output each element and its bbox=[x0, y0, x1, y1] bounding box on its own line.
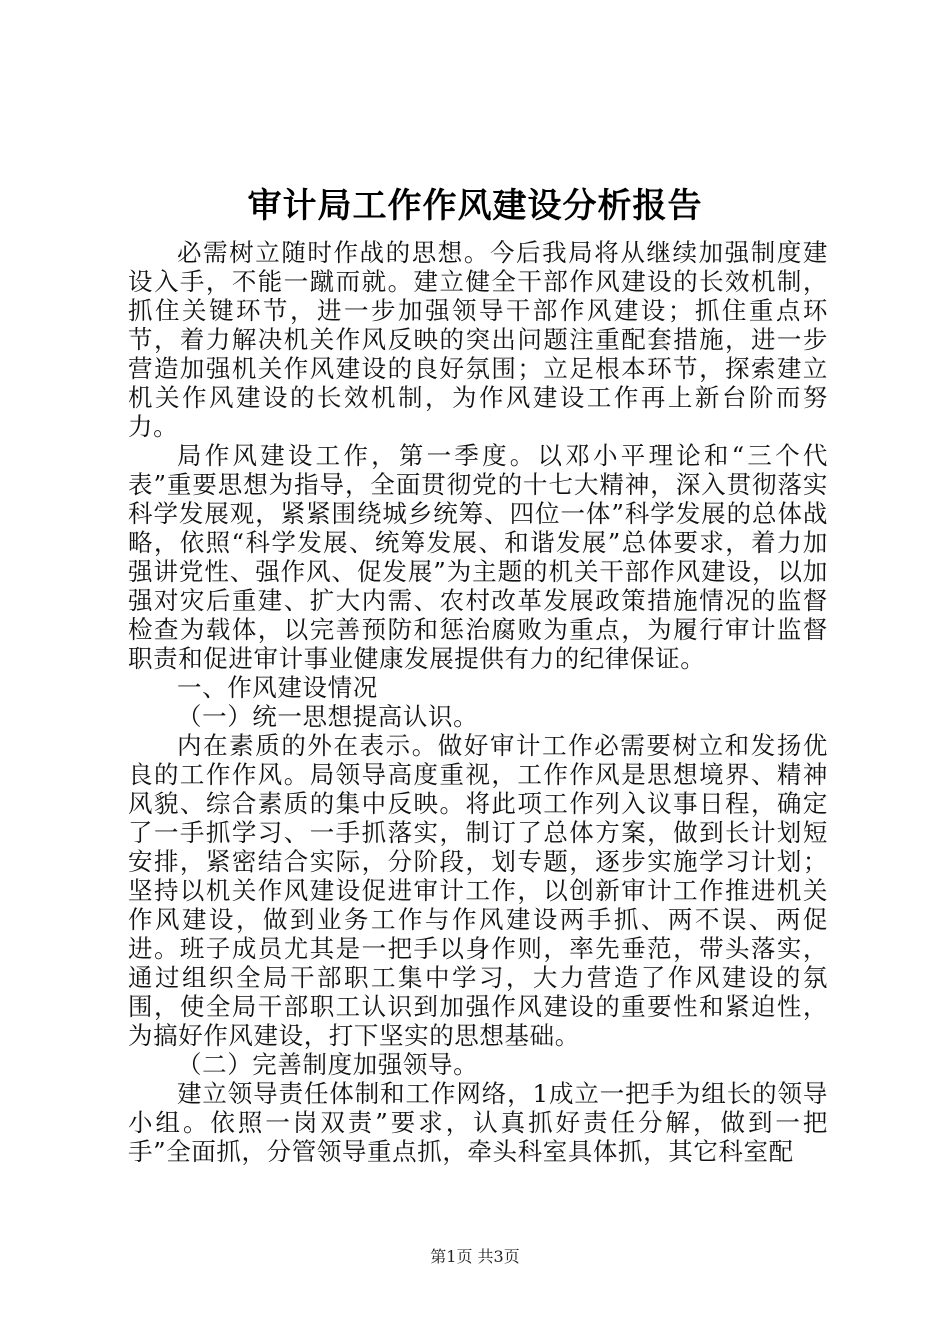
paragraph: 必需树立随时作战的思想。今后我局将从继续加强制度建设入手，不能一蹴而就。建立健全干部作风建设的长效机制，抓住关键环节，进一步加强领导干部作风建设；抓住重点环节，着力解决机关作风反映的突出问题注重配套措施，进一步营造加强机关作风建设的良好氛围；立足根本环节，探索建立机关作风建设的长效机制，为作风建设工作再上新台阶而努力。 bbox=[128, 238, 828, 441]
paragraph: 内在素质的外在表示。做好审计工作必需要树立和发扬优良的工作作风。局领导高度重视，工作作风是思想境界、精神风貌、综合素质的集中反映。将此项工作列入议事日程，确定了一手抓学习、一手抓落实，制订了总体方案，做到长计划短安排，紧密结合实际，分阶段，划专题，逐步实施学习计划；坚持以机关作风建设促进审计工作，以创新审计工作推进机关作风建设，做到业务工作与作风建设两手抓、两不误、两促进。班子成员尤其是一把手以身作则，率先垂范，带头落实，通过组织全局干部职工集中学习，大力营造了作风建设的氛围，使全局干部职工认识到加强作风建设的重要性和紧迫性，为搞好作风建设，打下坚实的思想基础。 bbox=[128, 731, 828, 1050]
subsection-heading: （二）完善制度加强领导。 bbox=[177, 1050, 479, 1079]
document-body bbox=[128, 238, 828, 1166]
section-heading: 一、作风建设情况 bbox=[177, 673, 378, 702]
page-number-footer: 第1页 共3页 bbox=[430, 1247, 520, 1266]
document-title: 审计局工作作风建设分析报告 bbox=[247, 186, 703, 226]
subsection-heading: （一）统一思想提高认识。 bbox=[177, 702, 479, 731]
paragraph: 建立领导责任体制和工作网络，1成立一把手为组长的领导小组。依照一岗双责”要求，认真抓好责任分解，做到一把手”全面抓，分管领导重点抓，牵头科室具体抓，其它科室配 bbox=[128, 1079, 828, 1166]
paragraph: 局作风建设工作，第一季度。以邓小平理论和“三个代表”重要思想为指导，全面贯彻党的十七大精神，深入贯彻落实科学发展观，紧紧围绕城乡统筹、四位一体”科学发展的总体战略，依照“科学发展、统筹发展、和谐发展”总体要求，着力加强讲党性、强作风、促发展”为主题的机关干部作风建设，以加强对灾后重建、扩大内需、农村改革发展政策措施情况的监督检查为载体，以完善预防和惩治腐败为重点，为履行审计监督职责和促进审计事业健康发展提供有力的纪律保证。 bbox=[128, 441, 828, 673]
